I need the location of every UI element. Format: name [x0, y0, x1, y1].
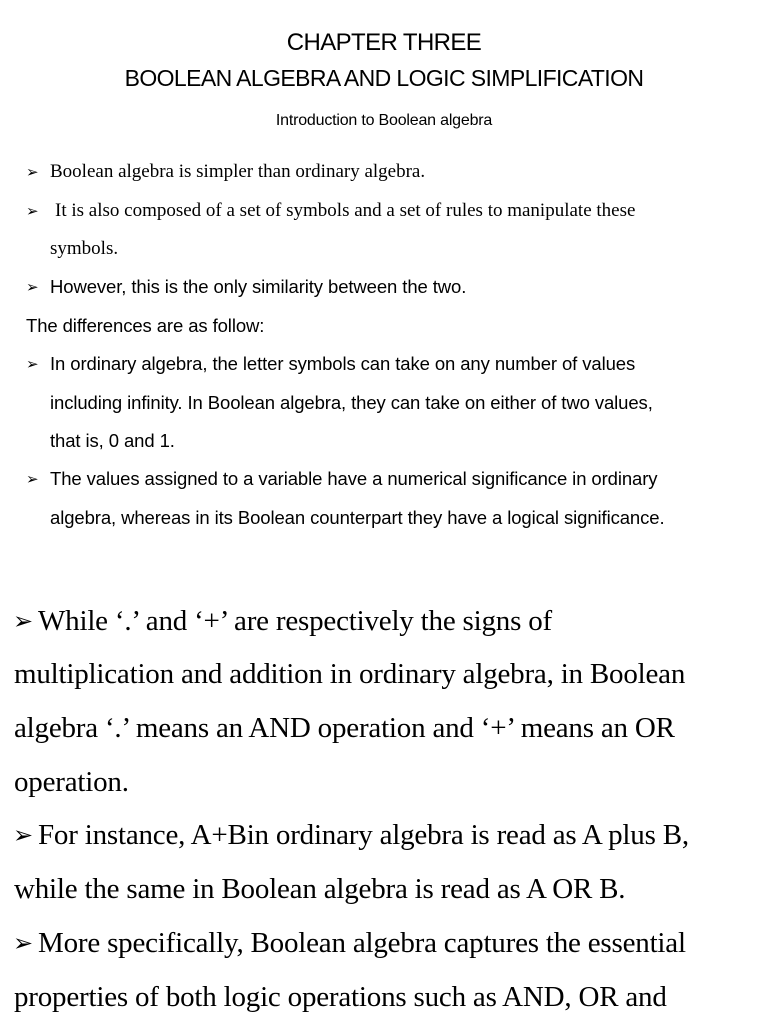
bullet-text-continuation: that is, 0 and 1. — [50, 430, 175, 451]
arrowhead-bullet-icon: ➢ — [13, 929, 34, 957]
paragraph-text-continuation: operation. — [14, 766, 129, 798]
bullet-text: The values assigned to a variable have a numerical significance in ordinary — [50, 468, 658, 489]
arrowhead-bullet-icon: ➢ — [26, 355, 39, 373]
section-subtitle: Introduction to Boolean algebra — [275, 112, 493, 129]
arrowhead-bullet-icon: ➢ — [26, 202, 39, 220]
paragraph-text-continuation: properties of both logic operations such as AND, OR and — [14, 981, 667, 1013]
bullet-text: It is also composed of a set of symbols and a set of rules to manipulate these — [55, 200, 636, 221]
chapter-heading: CHAPTER THREE — [286, 29, 482, 56]
bullet-text: However, this is the only similarity between the two. — [50, 276, 467, 297]
arrowhead-bullet-icon: ➢ — [26, 163, 39, 181]
paragraph-text: While ‘.’ and ‘+’ are respectively the signs of — [38, 605, 552, 637]
arrowhead-bullet-icon: ➢ — [13, 821, 34, 849]
bullet-text-continuation: algebra, whereas in its Boolean counterpart they have a logical significance. — [50, 507, 665, 528]
arrowhead-bullet-icon: ➢ — [26, 470, 39, 488]
bullet-text-continuation: symbols. — [50, 238, 119, 259]
bullet-text-continuation: including infinity. In Boolean algebra, they can take on either of two values, — [50, 392, 653, 413]
paragraph-text-continuation: multiplication and addition in ordinary algebra, in Boolean — [14, 658, 686, 690]
bullet-text: In ordinary algebra, the letter symbols can take on any number of values — [50, 353, 636, 374]
arrowhead-bullet-icon: ➢ — [26, 278, 39, 296]
paragraph-text: For instance, A+Bin ordinary algebra is read as A plus B, — [38, 819, 689, 851]
paragraph-text-continuation: algebra ‘.’ means an AND operation and ‘+’ means an OR — [14, 712, 675, 744]
paragraph-text-continuation: while the same in Boolean algebra is read as A OR B. — [14, 873, 626, 905]
arrowhead-bullet-icon: ➢ — [13, 607, 34, 635]
paragraph-text: More specifically, Boolean algebra captures the essential — [38, 927, 686, 959]
bullet-text: Boolean algebra is simpler than ordinary algebra. — [50, 161, 426, 182]
differences-intro: The differences are as follow: — [26, 315, 265, 336]
chapter-title: BOOLEAN ALGEBRA AND LOGIC SIMPLIFICATION — [124, 65, 644, 91]
